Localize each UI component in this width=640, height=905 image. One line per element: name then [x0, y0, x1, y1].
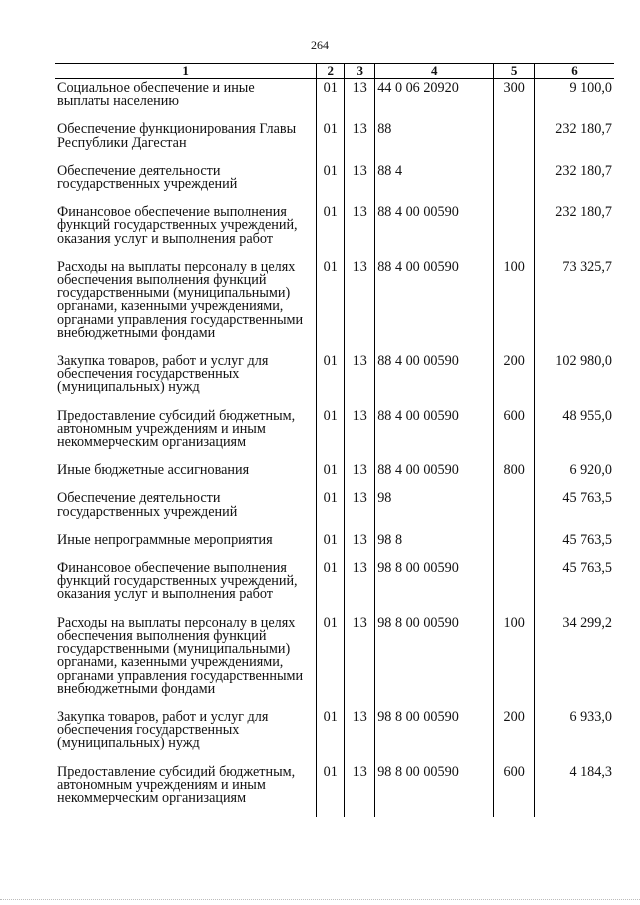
row-expense-type: 100	[494, 614, 535, 708]
row-amount: 45 763,5	[535, 489, 614, 530]
row-amount: 102 980,0	[535, 352, 614, 407]
row-amount: 6 933,0	[535, 708, 614, 763]
row-expense-type: 600	[494, 763, 535, 818]
row-expense-type: 200	[494, 708, 535, 763]
row-target-code: 88	[375, 120, 494, 161]
row-subsection: 13	[345, 708, 375, 763]
row-section: 01	[317, 162, 345, 203]
table-row	[55, 531, 614, 559]
table-row	[55, 352, 614, 407]
row-name: Обеспечение деятельности государственных учреждений	[57, 162, 238, 193]
row-section: 01	[317, 489, 345, 530]
row-target-code: 98 8	[375, 531, 494, 559]
table-row	[55, 763, 614, 818]
row-expense-type	[494, 162, 535, 203]
row-target-code: 98 8 00 00590	[375, 614, 494, 708]
row-subsection: 13	[345, 489, 375, 530]
row-amount: 232 180,7	[535, 162, 614, 203]
row-name: Предоставление субсидий бюджетным, автономным учреждениям и иным некоммерческим организациям	[57, 763, 296, 806]
row-expense-type	[494, 203, 535, 258]
row-subsection: 13	[345, 352, 375, 407]
row-subsection: 13	[345, 203, 375, 258]
column-header-section: 2	[317, 64, 345, 79]
row-subsection: 13	[345, 531, 375, 559]
budget-table	[55, 63, 614, 817]
row-expense-type	[494, 489, 535, 530]
row-subsection: 13	[345, 461, 375, 489]
row-name: Предоставление субсидий бюджетным, автономным учреждениям и иным некоммерческим организациям	[57, 407, 296, 451]
row-amount: 232 180,7	[535, 203, 614, 258]
row-target-code: 88 4 00 00590	[375, 258, 494, 352]
row-amount: 45 763,5	[535, 559, 614, 614]
page-bottom-divider	[0, 899, 640, 900]
row-section: 01	[317, 258, 345, 352]
row-amount: 4 184,3	[535, 763, 614, 818]
row-expense-type: 100	[494, 258, 535, 352]
row-name: Закупка товаров, работ и услуг для обеспечения государственных (муниципальных) нужд	[57, 708, 269, 752]
row-expense-type	[494, 120, 535, 161]
row-target-code: 98 8 00 00590	[375, 763, 494, 818]
row-subsection: 13	[345, 162, 375, 203]
table-row	[55, 407, 614, 462]
row-section: 01	[317, 352, 345, 407]
table-row	[55, 120, 614, 161]
row-subsection: 13	[345, 407, 375, 462]
table-row	[55, 258, 614, 352]
row-amount: 9 100,0	[535, 79, 614, 121]
table-row	[55, 708, 614, 763]
column-header-subsection: 3	[345, 64, 375, 79]
row-section: 01	[317, 407, 345, 462]
table-row	[55, 461, 614, 489]
row-subsection: 13	[345, 79, 375, 121]
row-expense-type: 600	[494, 407, 535, 462]
table-row	[55, 489, 614, 530]
row-expense-type: 200	[494, 352, 535, 407]
column-header-target-code: 4	[375, 64, 494, 79]
table-row	[55, 162, 614, 203]
row-section: 01	[317, 559, 345, 614]
row-target-code: 88 4	[375, 162, 494, 203]
row-section: 01	[317, 708, 345, 763]
row-name: Иные непрограммные мероприятия	[57, 531, 273, 548]
column-header-name: 1	[55, 64, 317, 79]
row-name: Обеспечение функционирования Главы Республики Дагестан	[57, 121, 297, 151]
row-section: 01	[317, 763, 345, 818]
table-row	[55, 614, 614, 708]
row-subsection: 13	[345, 120, 375, 161]
row-section: 01	[317, 531, 345, 559]
column-header-expense-type: 5	[494, 64, 535, 79]
row-name: Обеспечение деятельности государственных учреждений	[57, 490, 238, 520]
row-amount: 34 299,2	[535, 614, 614, 708]
row-name: Финансовое обеспечение выполнения функций государственных учреждений, оказания услуг и выполнения работ	[57, 560, 298, 603]
row-amount: 48 955,0	[535, 407, 614, 462]
row-amount: 73 325,7	[535, 258, 614, 352]
row-target-code: 88 4 00 00590	[375, 203, 494, 258]
row-subsection: 13	[345, 258, 375, 352]
row-amount: 6 920,0	[535, 461, 614, 489]
row-target-code: 44 0 06 20920	[375, 79, 494, 121]
table-row	[55, 203, 614, 258]
row-expense-type	[494, 531, 535, 559]
row-expense-type	[494, 559, 535, 614]
row-name: Закупка товаров, работ и услуг для обеспечения государственных (муниципальных) нужд	[57, 353, 269, 396]
row-target-code: 98 8 00 00590	[375, 559, 494, 614]
row-name: Финансовое обеспечение выполнения функций государственных учреждений, оказания услуг и выполнения работ	[57, 204, 298, 247]
row-subsection: 13	[345, 763, 375, 818]
row-target-code: 88 4 00 00590	[375, 407, 494, 462]
table-body	[55, 79, 614, 818]
row-section: 01	[317, 461, 345, 489]
table-row	[55, 79, 614, 121]
row-expense-type: 800	[494, 461, 535, 489]
row-target-code: 98	[375, 489, 494, 530]
row-subsection: 13	[345, 559, 375, 614]
row-target-code: 98 8 00 00590	[375, 708, 494, 763]
table-row	[55, 559, 614, 614]
row-section: 01	[317, 120, 345, 161]
row-section: 01	[317, 79, 345, 121]
column-header-amount: 6	[535, 64, 614, 79]
row-name: Расходы на выплаты персоналу в целях обеспечения выполнения функций государственными (муниципальными) органами, казенными учреждениями, органами управления государственными внебюджетными фондами	[57, 614, 304, 697]
row-name: Социальное обеспечение и иные выплаты населению	[57, 80, 255, 110]
row-amount: 232 180,7	[535, 120, 614, 161]
row-subsection: 13	[345, 614, 375, 708]
row-amount: 45 763,5	[535, 531, 614, 559]
row-expense-type: 300	[494, 79, 535, 121]
row-name: Расходы на выплаты персоналу в целях обеспечения выполнения функций государственными (муниципальными) органами, казенными учреждениями, органами управления государственными внебюджетными фондами	[57, 258, 304, 341]
page-number: 264	[311, 38, 329, 52]
row-target-code: 88 4 00 00590	[375, 352, 494, 407]
row-section: 01	[317, 203, 345, 258]
row-name: Иные бюджетные ассигнования	[57, 462, 250, 479]
row-section: 01	[317, 614, 345, 708]
row-target-code: 88 4 00 00590	[375, 461, 494, 489]
table-header-row	[55, 64, 614, 79]
